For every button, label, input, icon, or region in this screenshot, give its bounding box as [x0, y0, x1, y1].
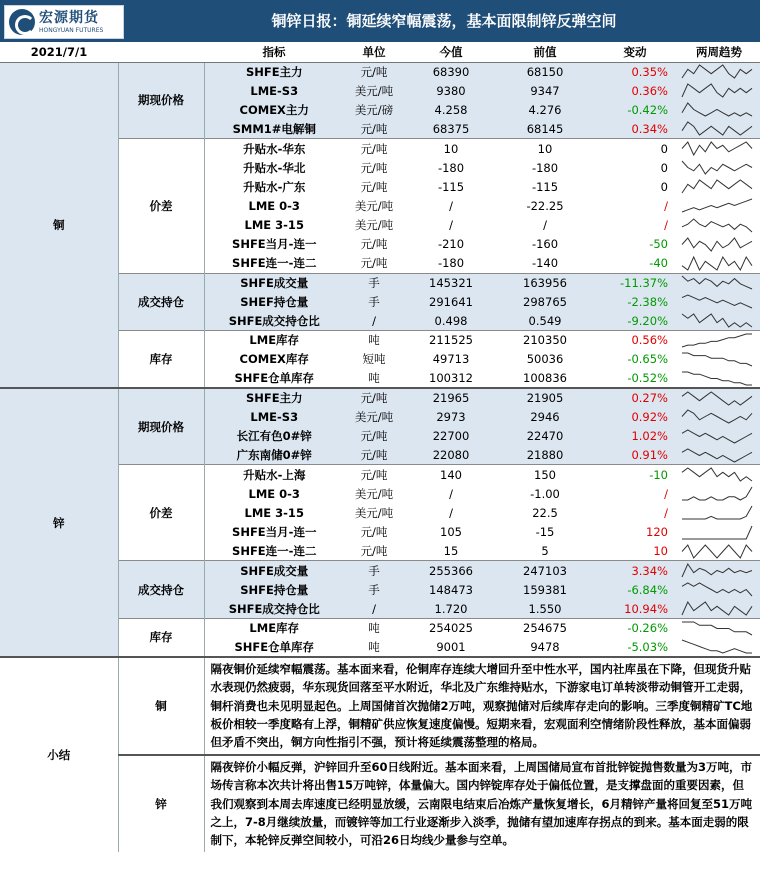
unit-cell: 美元/吨	[344, 407, 404, 426]
unit-cell: /	[344, 311, 404, 330]
unit-cell: 吨	[368, 371, 380, 386]
summary-text: 隔夜铜价延续窄幅震荡。基本面来看，伦铜库存连续大增回升至中性水平，国内社库虽在下降，但现货升贴水表现仍然疲弱，华东现货回落至平水附近，华北及广东维持贴水，下游家电订单转淡带动铜管开工走弱，铜杆消费也未见明显起色。上周国储首次抛储2万吨，观察抛储对后续库存走向的影响。三季度铜精矿TC地板价相较一季度略有上浮，铜精矿供应恢复速度偏慢。短期来看，宏观面利空情绪阶段性释放，基本面偏弱但矛盾不突出，铜方向性指引不强，预计将延续震荡整理的格局。	[204, 657, 760, 755]
change-value: 0.34%	[592, 120, 678, 139]
today-value: 100312	[429, 371, 473, 386]
today-value: 22080	[404, 446, 498, 465]
today-value: 291641	[404, 292, 498, 311]
indicator-name: SHFE当月-连一	[232, 525, 317, 540]
indicator-name: LME 3-15	[244, 218, 304, 233]
change-value: -0.65%	[627, 352, 668, 367]
unit-cell: 元/吨	[360, 237, 388, 252]
change-value: 0.91%	[592, 446, 678, 465]
indicator-name: 广东南储0#锌	[204, 446, 344, 465]
unit-cell: 元/吨	[360, 544, 388, 559]
today-value: 140	[404, 465, 498, 484]
trend-cell	[678, 216, 760, 235]
trend-sparkline	[680, 236, 754, 253]
prev-value: 247103	[498, 561, 592, 580]
trend-sparkline	[680, 485, 754, 502]
today-value: 0.498	[404, 311, 498, 330]
unit-cell: /	[344, 599, 404, 618]
table-row	[0, 388, 760, 407]
indicator-name: SHFE成交持仓比	[204, 311, 344, 330]
indicator-name: LME库存	[204, 618, 344, 637]
today-value: /	[449, 218, 453, 233]
trend-sparkline	[680, 581, 754, 598]
change-value: /	[664, 198, 668, 213]
change-value: 0	[660, 179, 668, 194]
change-value: -2.38%	[592, 292, 678, 311]
report-title: 铜锌日报：铜延续窄幅震荡，基本面限制锌反弹空间	[271, 12, 617, 30]
indicator-name: 升贴水-华北	[243, 160, 306, 175]
trend-sparkline	[680, 600, 754, 617]
trend-cell	[678, 618, 760, 637]
trend-sparkline	[680, 178, 754, 195]
unit-cell: 美元/吨	[354, 218, 394, 233]
trend-sparkline	[680, 620, 754, 637]
indicator-name: LME-S3	[204, 407, 344, 426]
indicator-name: 长江有色0#锌	[204, 427, 344, 446]
unit-cell: 美元/吨	[354, 198, 394, 213]
trend-cell	[678, 542, 760, 561]
today-value: 145321	[404, 273, 498, 292]
trend-sparkline	[680, 101, 754, 118]
trend-sparkline	[680, 562, 754, 579]
unit-cell: 手	[344, 292, 404, 311]
today-value: 49713	[432, 352, 470, 367]
today-value: 9380	[404, 81, 498, 100]
prev-value: 2946	[498, 407, 592, 426]
prev-value: 159381	[498, 580, 592, 599]
unit-cell: 元/吨	[344, 62, 404, 81]
trend-sparkline	[680, 524, 754, 541]
table-body	[0, 62, 760, 852]
today-value: 21965	[404, 388, 498, 407]
trend-sparkline	[680, 351, 754, 368]
change-value: 10.94%	[592, 599, 678, 618]
indicator-name: LME 3-15	[244, 505, 304, 520]
today-value: -180	[437, 256, 465, 271]
trend-sparkline	[680, 408, 754, 425]
group-label: 价差	[118, 139, 204, 273]
indicator-name: COMEX库存	[239, 352, 309, 367]
trend-cell	[678, 292, 760, 311]
table-row	[0, 62, 760, 81]
trend-cell	[678, 177, 760, 196]
prev-value: -15	[535, 525, 555, 540]
today-value: /	[449, 505, 453, 520]
trend-sparkline	[680, 390, 754, 407]
change-value: 0.92%	[592, 407, 678, 426]
trend-sparkline	[680, 293, 754, 310]
change-value: 1.02%	[592, 427, 678, 446]
prev-value: -180	[531, 160, 559, 175]
prev-value: 1.550	[498, 599, 592, 618]
trend-sparkline	[680, 447, 754, 464]
col-header-indicator: 指标	[204, 42, 344, 62]
prev-value: 5	[541, 544, 549, 559]
unit-cell: 元/吨	[344, 139, 404, 158]
indicator-name: LME 0-3	[248, 198, 300, 213]
prev-value: -115	[531, 179, 559, 194]
prev-value: -22.25	[526, 198, 564, 213]
trend-cell	[678, 638, 760, 657]
indicator-name: SHFE成交量	[204, 273, 344, 292]
trend-cell	[678, 81, 760, 100]
today-value: 22700	[404, 427, 498, 446]
unit-cell: 手	[344, 580, 404, 599]
today-value: 148473	[404, 580, 498, 599]
trend-sparkline	[680, 63, 754, 80]
today-value: /	[449, 198, 453, 213]
prev-value: 50036	[526, 352, 564, 367]
unit-cell: 元/吨	[344, 465, 404, 484]
prev-value: 163956	[498, 273, 592, 292]
trend-cell	[678, 331, 760, 350]
change-value: 10	[653, 544, 668, 559]
trend-cell	[678, 273, 760, 292]
change-value: /	[664, 486, 668, 501]
section-label: 锌	[0, 388, 118, 657]
unit-cell: 手	[344, 273, 404, 292]
unit-cell: 元/吨	[344, 120, 404, 139]
summary-text: 隔夜锌价小幅反弹，沪锌回升至60日线附近。基本面来看，上周国储局宣布首批锌锭抛售数量为3万吨，市场传言称本次共计将出售15万吨锌，体量偏大。国内锌锭库存处于偏低位置，是支撑盘面的重要因素，但我们观察到本周去库速度已经明显放缓，云南限电结束后冶炼产量恢复增长，6月精锌产量将回复至51万吨之上，7-8月继续放量，而镀锌等加工行业逐渐步入淡季，抛储有望加速库存拐点的到来。基本面走弱的限制下，本轮锌反弹空间较小，可沿26日均线少量参与空单。	[204, 755, 760, 852]
unit-cell: 元/吨	[360, 160, 388, 175]
trend-cell	[678, 311, 760, 330]
col-header-trend: 两周趋势	[678, 42, 760, 62]
change-value: /	[664, 505, 668, 520]
trend-sparkline	[680, 543, 754, 560]
prev-value: 21905	[498, 388, 592, 407]
section-label: 铜	[0, 62, 118, 388]
today-value: 254025	[404, 618, 498, 637]
trend-cell	[678, 158, 760, 177]
change-value: 0	[592, 139, 678, 158]
indicator-name: SHFE连一-连二	[232, 256, 317, 271]
change-value: -0.42%	[592, 100, 678, 119]
trend-cell	[678, 254, 760, 273]
trend-sparkline	[680, 370, 754, 387]
trend-cell	[678, 196, 760, 215]
indicator-name: SHFE成交持仓比	[204, 599, 344, 618]
unit-cell: 手	[344, 561, 404, 580]
indicator-name: LME 0-3	[248, 486, 300, 501]
change-value: 0.56%	[592, 331, 678, 350]
indicator-name: SHFE仓单库存	[234, 371, 315, 386]
indicator-name: 升贴水-华东	[204, 139, 344, 158]
trend-cell	[678, 350, 760, 369]
summary-metal: 锌	[118, 755, 204, 852]
today-value: 211525	[404, 331, 498, 350]
prev-value: 298765	[498, 292, 592, 311]
prev-value: 100836	[523, 371, 567, 386]
change-value: -50	[649, 237, 668, 252]
unit-cell: 元/吨	[344, 446, 404, 465]
change-value: -6.84%	[592, 580, 678, 599]
summary-label: 小结	[0, 657, 118, 852]
today-value: 4.258	[404, 100, 498, 119]
indicator-name: 升贴水-上海	[204, 465, 344, 484]
trend-sparkline	[680, 274, 754, 291]
trend-cell	[678, 62, 760, 81]
today-value: 68375	[404, 120, 498, 139]
trend-cell	[678, 580, 760, 599]
trend-cell	[678, 465, 760, 484]
trend-sparkline	[680, 120, 754, 137]
trend-cell	[678, 388, 760, 407]
unit-cell: 元/吨	[344, 388, 404, 407]
prev-value: 210350	[498, 331, 592, 350]
today-value: 2973	[404, 407, 498, 426]
group-label: 期现价格	[118, 388, 204, 465]
prev-value: 10	[498, 139, 592, 158]
unit-cell: 吨	[368, 639, 380, 654]
trend-sparkline	[680, 428, 754, 445]
indicator-name: LME-S3	[204, 81, 344, 100]
prev-value: /	[543, 218, 547, 233]
unit-cell: 短吨	[362, 352, 386, 367]
table-header-row	[0, 42, 760, 62]
change-value: -11.37%	[592, 273, 678, 292]
change-value: 0.36%	[592, 81, 678, 100]
prev-value: 22470	[498, 427, 592, 446]
today-value: 9001	[436, 639, 466, 654]
trend-sparkline	[680, 140, 754, 157]
group-label: 库存	[118, 618, 204, 656]
change-value: -5.03%	[627, 639, 668, 654]
group-label: 库存	[118, 331, 204, 389]
unit-cell: 吨	[344, 618, 404, 637]
today-value: 68390	[404, 62, 498, 81]
prev-value: 4.276	[498, 100, 592, 119]
today-value: 15	[443, 544, 459, 559]
prev-value: -160	[531, 237, 559, 252]
indicator-name: SHFE持仓量	[204, 580, 344, 599]
unit-cell: 美元/磅	[344, 100, 404, 119]
trend-sparkline	[680, 159, 754, 176]
col-header-today: 今值	[404, 42, 498, 62]
summary-row	[0, 657, 760, 755]
prev-value: -1.00	[530, 486, 560, 501]
trend-sparkline	[680, 217, 754, 234]
prev-value: 0.549	[498, 311, 592, 330]
indicator-name: SHFE连一-连二	[232, 544, 317, 559]
today-value: -210	[437, 237, 465, 252]
change-value: -10	[592, 465, 678, 484]
trend-cell	[678, 599, 760, 618]
unit-cell: 美元/吨	[354, 505, 394, 520]
indicator-name: SHFE仓单库存	[234, 639, 315, 654]
prev-value: 9347	[498, 81, 592, 100]
indicator-name: SHEF持仓量	[204, 292, 344, 311]
change-value: -0.26%	[592, 618, 678, 637]
trend-cell	[678, 407, 760, 426]
today-value: 10	[404, 139, 498, 158]
trend-cell	[678, 561, 760, 580]
logo-icon	[9, 9, 35, 35]
today-value: -115	[437, 179, 465, 194]
indicator-name: SHFE主力	[204, 62, 344, 81]
trend-cell	[678, 369, 760, 388]
change-value: 0	[660, 160, 668, 175]
report-table	[0, 42, 760, 852]
group-label: 价差	[118, 465, 204, 561]
trend-cell	[678, 139, 760, 158]
today-value: 255366	[404, 561, 498, 580]
prev-value: 68150	[498, 62, 592, 81]
col-header-change: 变动	[592, 42, 678, 62]
unit-cell: 美元/吨	[354, 486, 394, 501]
trend-sparkline	[680, 312, 754, 329]
unit-cell: 美元/吨	[344, 81, 404, 100]
change-value: 0.35%	[592, 62, 678, 81]
unit-cell: 吨	[344, 331, 404, 350]
indicator-name: LME库存	[204, 331, 344, 350]
trend-cell	[678, 427, 760, 446]
prev-value: 22.5	[532, 505, 558, 520]
change-value: -0.52%	[627, 371, 668, 386]
trend-cell	[678, 100, 760, 119]
prev-value: 150	[498, 465, 592, 484]
unit-cell: 元/吨	[360, 256, 388, 271]
company-logo	[4, 5, 124, 39]
unit-cell: 元/吨	[344, 427, 404, 446]
today-value: -180	[437, 160, 465, 175]
report-header	[0, 0, 760, 42]
trend-cell	[678, 235, 760, 254]
prev-value: 68145	[498, 120, 592, 139]
today-value: 1.720	[404, 599, 498, 618]
logo-name-cn: 宏源期货	[39, 9, 99, 26]
prev-value: -140	[531, 256, 559, 271]
trend-cell	[678, 484, 760, 503]
indicator-name: SHFE主力	[204, 388, 344, 407]
trend-sparkline	[680, 504, 754, 521]
change-value: 3.34%	[592, 561, 678, 580]
trend-sparkline	[680, 255, 754, 272]
trend-sparkline	[680, 638, 754, 655]
indicator-name: SHFE当月-连一	[232, 237, 317, 252]
trend-sparkline	[680, 466, 754, 483]
col-header-unit: 单位	[344, 42, 404, 62]
trend-cell	[678, 523, 760, 542]
group-label: 期现价格	[118, 62, 204, 139]
prev-value: 9478	[530, 639, 560, 654]
report-date: 2021/7/1	[0, 42, 118, 62]
indicator-name: SHFE成交量	[204, 561, 344, 580]
trend-sparkline	[680, 82, 754, 99]
change-value: /	[664, 218, 668, 233]
unit-cell: 元/吨	[360, 525, 388, 540]
change-value: 0.27%	[592, 388, 678, 407]
change-value: -40	[649, 256, 668, 271]
prev-value: 21880	[498, 446, 592, 465]
col-header-prev: 前值	[498, 42, 592, 62]
group-label: 成交持仓	[118, 273, 204, 331]
trend-sparkline	[680, 197, 754, 214]
trend-cell	[678, 503, 760, 522]
indicator-name: 升贴水-广东	[243, 179, 306, 194]
trend-cell	[678, 120, 760, 139]
prev-value: 254675	[498, 618, 592, 637]
trend-cell	[678, 446, 760, 465]
today-value: 105	[440, 525, 462, 540]
today-value: /	[449, 486, 453, 501]
group-label: 成交持仓	[118, 561, 204, 619]
change-value: 120	[646, 525, 668, 540]
unit-cell: 元/吨	[360, 179, 388, 194]
change-value: -9.20%	[592, 311, 678, 330]
summary-metal: 铜	[118, 657, 204, 755]
logo-name-en: HONGYUAN FUTURES	[39, 26, 104, 34]
indicator-name: SMM1#电解铜	[204, 120, 344, 139]
indicator-name: COMEX主力	[204, 100, 344, 119]
trend-sparkline	[680, 332, 754, 349]
